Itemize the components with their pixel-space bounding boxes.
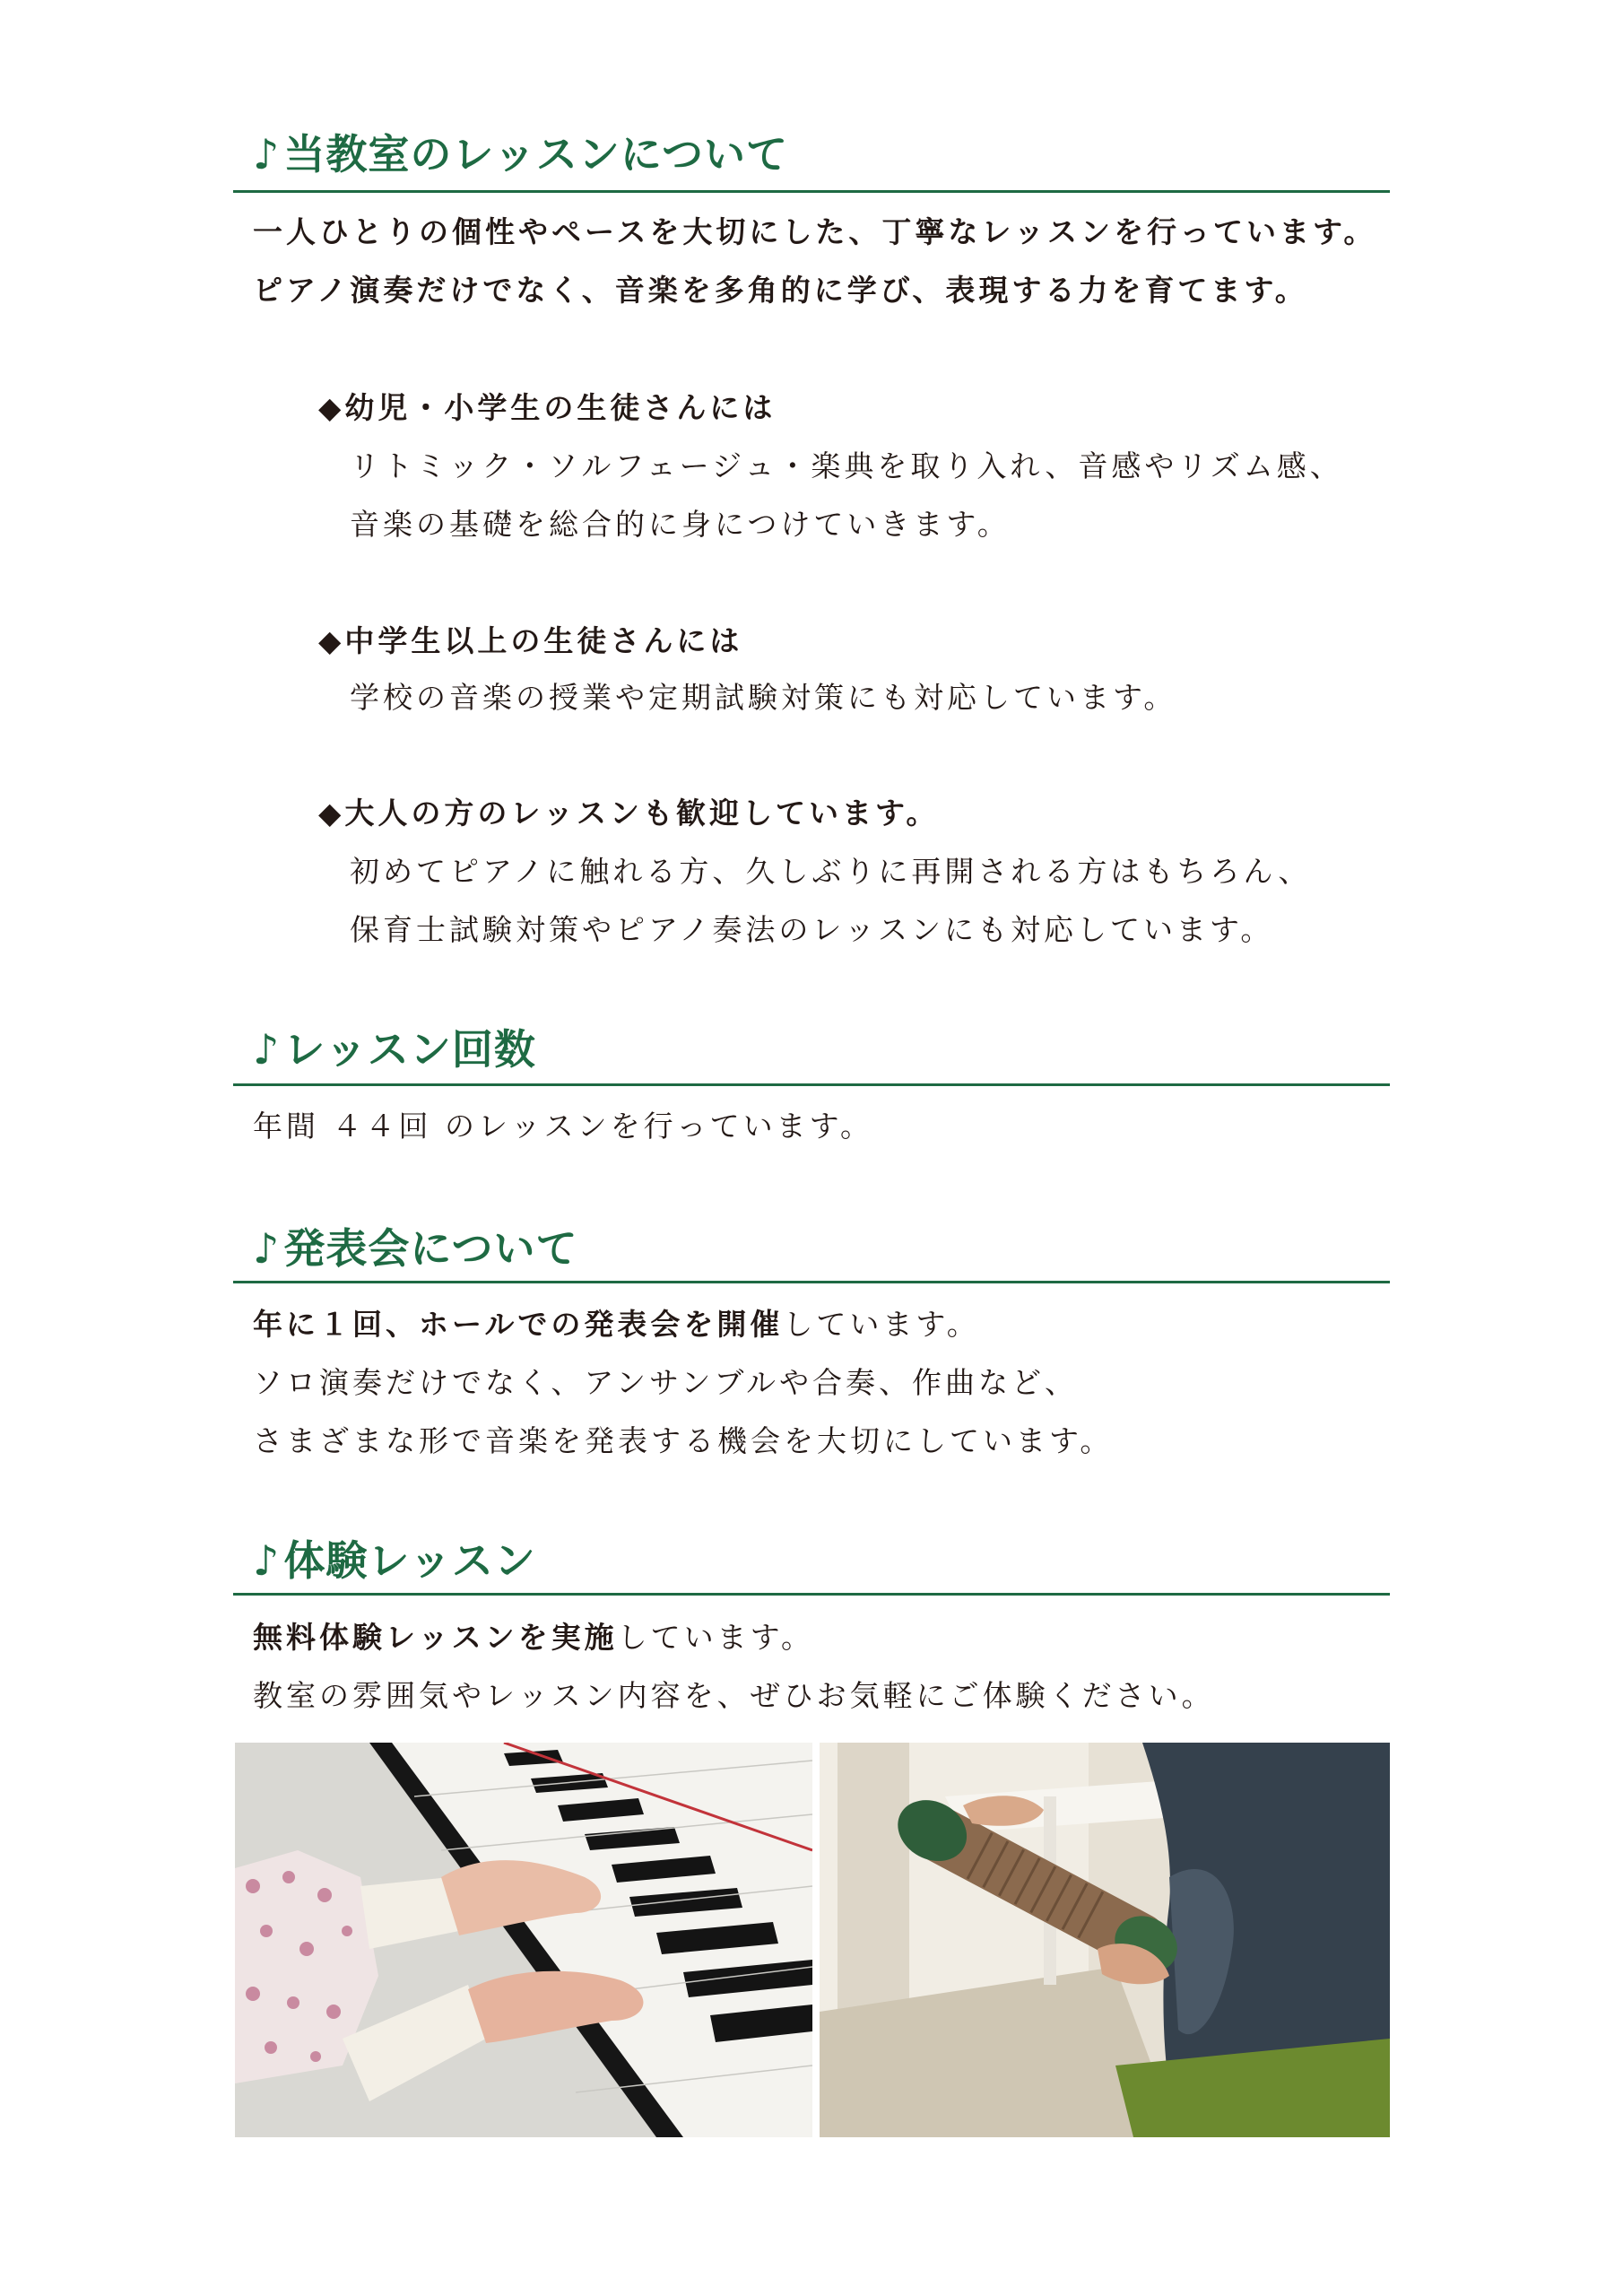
group-text: 初めてピアノに触れる方、久しぶりに再開される方はもちろん、 <box>350 854 1312 889</box>
group-text: 学校の音楽の授業や定期試験対策にも対応しています。 <box>350 680 1177 715</box>
group-heading-junior-high: ◆中学生以上の生徒さんには <box>318 623 743 658</box>
section-divider <box>233 1593 1390 1596</box>
music-note-icon: ♪ <box>253 1025 281 1074</box>
section-title-recital: ♪発表会について <box>253 1224 578 1273</box>
music-note-icon: ♪ <box>253 1536 281 1585</box>
section-divider <box>233 190 1390 193</box>
section-title-lesson: ♪当教室のレッスンについて <box>253 130 788 178</box>
music-note-icon: ♪ <box>253 130 281 178</box>
trial-line-1: 無料体験レッスンを実施しています。 <box>253 1620 815 1655</box>
section-title-lesson-count: ♪レッスン回数 <box>253 1025 536 1074</box>
recital-line-3: さまざまな形で音楽を発表する機会を大切にしています。 <box>253 1423 1114 1458</box>
intro-line-1: 一人ひとりの個性やペースを大切にした、丁寧なレッスンを行っています。 <box>253 214 1377 249</box>
recital-line-1: 年に１回、ホールでの発表会を開催しています。 <box>253 1307 980 1342</box>
music-note-icon: ♪ <box>253 1224 281 1273</box>
intro-line-2: ピアノ演奏だけでなく、音楽を多角的に学び、表現する力を育てます。 <box>253 273 1308 308</box>
lesson-count-text: 年間 ４４回 のレッスンを行っています。 <box>253 1109 874 1144</box>
piano-lesson-photo <box>235 1743 812 2137</box>
guiro-instrument-photo <box>820 1743 1390 2137</box>
section-divider <box>233 1083 1390 1086</box>
group-text: 音楽の基礎を総合的に身につけていきます。 <box>350 507 1011 542</box>
trial-line-2: 教室の雰囲気やレッスン内容を、ぜひお気軽にご体験ください。 <box>253 1678 1215 1713</box>
section-divider <box>233 1281 1390 1283</box>
group-heading-adults: ◆大人の方のレッスンも歓迎しています。 <box>318 796 940 831</box>
group-heading-children: ◆幼児・小学生の生徒さんには <box>318 390 777 425</box>
recital-line-2: ソロ演奏だけでなく、アンサンブルや合奏、作曲など、 <box>253 1365 1079 1400</box>
group-text: 保育士試験対策やピアノ奏法のレッスンにも対応しています。 <box>350 912 1274 947</box>
group-text: リトミック・ソルフェージュ・楽典を取り入れ、音感やリズム感、 <box>350 448 1343 483</box>
section-title-trial: ♪体験レッスン <box>253 1536 536 1585</box>
